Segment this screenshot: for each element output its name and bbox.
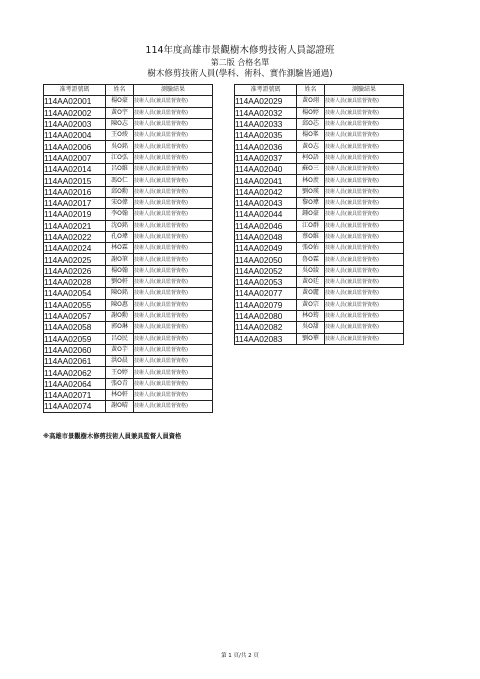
table-row bbox=[44, 288, 213, 299]
exam-number-cell: 114AA02019 bbox=[44, 209, 106, 220]
table-row bbox=[235, 175, 404, 186]
table-row bbox=[44, 96, 213, 107]
name-cell: 謝O晴 bbox=[106, 401, 134, 412]
name-cell: 劉O華 bbox=[297, 333, 325, 344]
result-cell: 技術人員(兼具監督資格) bbox=[325, 152, 404, 163]
table-row bbox=[235, 288, 404, 299]
name-cell: 孔O瑋 bbox=[106, 231, 134, 242]
exam-number-cell: 114AA02044 bbox=[235, 209, 297, 220]
exam-number-cell: 114AA02041 bbox=[235, 175, 297, 186]
name-cell: 邱O芯 bbox=[297, 118, 325, 129]
result-cell: 技術人員(兼具監督資格) bbox=[134, 118, 213, 129]
column-header-result: 測驗結果 bbox=[134, 85, 213, 96]
table-row bbox=[235, 333, 404, 344]
name-cell: 魯O霖 bbox=[297, 254, 325, 265]
exam-number-cell: 114AA02015 bbox=[44, 175, 106, 186]
table-row bbox=[44, 265, 213, 276]
exam-number-cell: 114AA02053 bbox=[235, 277, 297, 288]
name-cell: 劉O軒 bbox=[106, 277, 134, 288]
name-cell: 李O翰 bbox=[106, 209, 134, 220]
result-cell: 技術人員(兼具監督資格) bbox=[134, 277, 213, 288]
document-subtitle: 第二版 合格名單 bbox=[210, 58, 270, 67]
result-cell: 技術人員(兼具監督資格) bbox=[134, 164, 213, 175]
exam-number-cell: 114AA02040 bbox=[235, 164, 297, 175]
name-cell: 黃O宇 bbox=[106, 107, 134, 118]
result-cell: 技術人員(兼具監督資格) bbox=[134, 209, 213, 220]
name-cell: 郭O琳 bbox=[106, 322, 134, 333]
name-cell: 黃O宗 bbox=[297, 299, 325, 310]
name-cell: 謝O筆 bbox=[106, 254, 134, 265]
table-row bbox=[44, 333, 213, 344]
name-cell: 黃O廷 bbox=[297, 277, 325, 288]
name-cell: 張O青 bbox=[106, 378, 134, 389]
exam-number-cell: 114AA02080 bbox=[235, 310, 297, 321]
result-cell: 技術人員(兼具監督資格) bbox=[134, 310, 213, 321]
exam-number-cell: 114AA02079 bbox=[235, 299, 297, 310]
result-cell: 技術人員(兼具監督資格) bbox=[134, 175, 213, 186]
result-cell: 技術人員(兼具監督資格) bbox=[325, 118, 404, 129]
exam-number-cell: 114AA02049 bbox=[235, 243, 297, 254]
table-row bbox=[235, 299, 404, 310]
exam-number-cell: 114AA02060 bbox=[44, 344, 106, 355]
exam-number-cell: 114AA02062 bbox=[44, 367, 106, 378]
name-cell: 馮O仁 bbox=[106, 175, 134, 186]
name-cell: 柯O語 bbox=[297, 152, 325, 163]
name-cell: 張O佑 bbox=[297, 243, 325, 254]
result-cell: 技術人員(兼具監督資格) bbox=[134, 265, 213, 276]
exam-number-cell: 114AA02071 bbox=[44, 390, 106, 401]
table-row bbox=[235, 265, 404, 276]
name-cell: 江O群 bbox=[297, 220, 325, 231]
table-row bbox=[44, 378, 213, 389]
name-cell: 謝O勳 bbox=[106, 310, 134, 321]
exam-number-cell: 114AA02006 bbox=[44, 141, 106, 152]
table-row bbox=[44, 277, 213, 288]
result-cell: 技術人員(兼具監督資格) bbox=[325, 265, 404, 276]
exam-number-cell: 114AA02032 bbox=[235, 107, 297, 118]
exam-number-cell: 114AA02024 bbox=[44, 243, 106, 254]
result-cell: 技術人員(兼具監督資格) bbox=[325, 277, 404, 288]
table-row bbox=[235, 130, 404, 141]
column-header-name: 姓名 bbox=[106, 85, 134, 96]
page-footer: 第 1 頁/共 2 頁 bbox=[221, 653, 259, 659]
name-cell: 吳O銘 bbox=[106, 141, 134, 152]
column-header-exam-no: 准考證號碼 bbox=[44, 85, 106, 96]
exam-number-cell: 114AA02052 bbox=[235, 265, 297, 276]
name-cell: 林O羨 bbox=[297, 175, 325, 186]
result-cell: 技術人員(兼具監督資格) bbox=[325, 164, 404, 175]
result-cell: 技術人員(兼具監督資格) bbox=[325, 175, 404, 186]
name-cell: 黃O翊 bbox=[297, 96, 325, 107]
table-row bbox=[44, 141, 213, 152]
result-cell: 技術人員(兼具監督資格) bbox=[325, 107, 404, 118]
exam-number-cell: 114AA02082 bbox=[235, 322, 297, 333]
exam-number-cell: 114AA02048 bbox=[235, 231, 297, 242]
result-cell: 技術人員(兼具監督資格) bbox=[325, 310, 404, 321]
table-row bbox=[235, 243, 404, 254]
qualification-note: ※高雄市景觀樹木修剪技術人員兼具監督人員資格 bbox=[43, 433, 182, 440]
exam-number-cell: 114AA02036 bbox=[235, 141, 297, 152]
table-row bbox=[235, 186, 404, 197]
result-cell: 技術人員(兼具監督資格) bbox=[134, 130, 213, 141]
table-row bbox=[44, 209, 213, 220]
result-cell: 技術人員(兼具監督資格) bbox=[134, 401, 213, 412]
exam-number-cell: 114AA02074 bbox=[44, 401, 106, 412]
name-cell: 吳O甜 bbox=[297, 322, 325, 333]
result-cell: 技術人員(兼具監督資格) bbox=[325, 220, 404, 231]
table-row bbox=[235, 118, 404, 129]
name-cell: 沈O銘 bbox=[106, 220, 134, 231]
result-cell: 技術人員(兼具監督資格) bbox=[325, 333, 404, 344]
column-header-exam-no: 准考證號碼 bbox=[235, 85, 297, 96]
document-subtitle-2: 樹木修剪技術人員(學科、術科、實作測驗皆通過) bbox=[147, 69, 333, 79]
result-cell: 技術人員(兼具監督資格) bbox=[134, 141, 213, 152]
exam-number-cell: 114AA02004 bbox=[44, 130, 106, 141]
name-cell: 邱O勳 bbox=[106, 186, 134, 197]
column-header-name: 姓名 bbox=[297, 85, 325, 96]
exam-number-cell: 114AA02059 bbox=[44, 333, 106, 344]
exam-number-cell: 114AA02022 bbox=[44, 231, 106, 242]
table-row bbox=[44, 231, 213, 242]
exam-number-cell: 114AA02014 bbox=[44, 164, 106, 175]
table-row bbox=[235, 231, 404, 242]
table-row bbox=[235, 310, 404, 321]
result-cell: 技術人員(兼具監督資格) bbox=[325, 96, 404, 107]
table-row bbox=[235, 197, 404, 208]
table-row bbox=[44, 164, 213, 175]
exam-number-cell: 114AA02016 bbox=[44, 186, 106, 197]
result-cell: 技術人員(兼具監督資格) bbox=[134, 390, 213, 401]
table-row bbox=[44, 130, 213, 141]
table-row bbox=[235, 220, 404, 231]
column-header-result: 測驗結果 bbox=[325, 85, 404, 96]
result-cell: 技術人員(兼具監督資格) bbox=[134, 152, 213, 163]
exam-number-cell: 114AA02050 bbox=[235, 254, 297, 265]
result-cell: 技術人員(兼具監督資格) bbox=[325, 130, 404, 141]
roster-table-left bbox=[43, 84, 213, 413]
result-cell: 技術人員(兼具監督資格) bbox=[134, 288, 213, 299]
name-cell: 黃O志 bbox=[297, 141, 325, 152]
exam-number-cell: 114AA02055 bbox=[44, 299, 106, 310]
name-cell: 楊O豪 bbox=[106, 96, 134, 107]
name-cell: 宋O偉 bbox=[106, 197, 134, 208]
name-cell: 江O弘 bbox=[106, 152, 134, 163]
table-row bbox=[44, 152, 213, 163]
table-row bbox=[44, 367, 213, 378]
name-cell: 蘇O三 bbox=[297, 164, 325, 175]
result-cell: 技術人員(兼具監督資格) bbox=[134, 367, 213, 378]
result-cell: 技術人員(兼具監督資格) bbox=[134, 186, 213, 197]
name-cell: 黎O瑋 bbox=[297, 197, 325, 208]
table-row bbox=[44, 197, 213, 208]
table-row bbox=[235, 322, 404, 333]
exam-number-cell: 114AA02017 bbox=[44, 197, 106, 208]
table-row bbox=[235, 164, 404, 175]
table-row bbox=[44, 401, 213, 412]
table-row bbox=[235, 107, 404, 118]
exam-number-cell: 114AA02046 bbox=[235, 220, 297, 231]
result-cell: 技術人員(兼具監督資格) bbox=[325, 197, 404, 208]
name-cell: 楊O婷 bbox=[297, 107, 325, 118]
exam-number-cell: 114AA02058 bbox=[44, 322, 106, 333]
name-cell: 林O軒 bbox=[106, 390, 134, 401]
exam-number-cell: 114AA02037 bbox=[235, 152, 297, 163]
name-cell: 呂O維 bbox=[106, 164, 134, 175]
result-cell: 技術人員(兼具監督資格) bbox=[134, 107, 213, 118]
table-header-row bbox=[235, 85, 404, 96]
result-cell: 技術人員(兼具監督資格) bbox=[325, 186, 404, 197]
table-row bbox=[44, 310, 213, 321]
result-cell: 技術人員(兼具監督資格) bbox=[134, 254, 213, 265]
result-cell: 技術人員(兼具監督資格) bbox=[134, 356, 213, 367]
exam-number-cell: 114AA02021 bbox=[44, 220, 106, 231]
exam-number-cell: 114AA02026 bbox=[44, 265, 106, 276]
table-row bbox=[235, 96, 404, 107]
name-cell: 王O竣 bbox=[106, 130, 134, 141]
name-cell: 楊O翰 bbox=[106, 265, 134, 276]
name-cell: 劉O瑛 bbox=[297, 186, 325, 197]
table-row bbox=[44, 254, 213, 265]
result-cell: 技術人員(兼具監督資格) bbox=[134, 220, 213, 231]
name-cell: 楊O峯 bbox=[297, 130, 325, 141]
exam-number-cell: 114AA02003 bbox=[44, 118, 106, 129]
exam-number-cell: 114AA02054 bbox=[44, 288, 106, 299]
result-cell: 技術人員(兼具監督資格) bbox=[325, 288, 404, 299]
table-row bbox=[235, 141, 404, 152]
name-cell: 呂O民 bbox=[106, 333, 134, 344]
name-cell: 黃O芋 bbox=[106, 344, 134, 355]
result-cell: 技術人員(兼具監督資格) bbox=[134, 322, 213, 333]
result-cell: 技術人員(兼具監督資格) bbox=[325, 254, 404, 265]
exam-number-cell: 114AA02025 bbox=[44, 254, 106, 265]
table-row bbox=[44, 344, 213, 355]
table-row bbox=[235, 209, 404, 220]
exam-number-cell: 114AA02061 bbox=[44, 356, 106, 367]
name-cell: 王O婷 bbox=[106, 367, 134, 378]
table-row bbox=[235, 277, 404, 288]
table-row bbox=[44, 243, 213, 254]
name-cell: 洪O晨 bbox=[106, 356, 134, 367]
table-row bbox=[235, 254, 404, 265]
result-cell: 技術人員(兼具監督資格) bbox=[325, 231, 404, 242]
exam-number-cell: 114AA02035 bbox=[235, 130, 297, 141]
table-row bbox=[235, 152, 404, 163]
exam-number-cell: 114AA02042 bbox=[235, 186, 297, 197]
table-row bbox=[44, 299, 213, 310]
table-row bbox=[44, 356, 213, 367]
result-cell: 技術人員(兼具監督資格) bbox=[325, 141, 404, 152]
result-cell: 技術人員(兼具監督資格) bbox=[325, 322, 404, 333]
name-cell: 吳O綾 bbox=[297, 265, 325, 276]
result-cell: 技術人員(兼具監督資格) bbox=[134, 231, 213, 242]
exam-number-cell: 114AA02064 bbox=[44, 378, 106, 389]
result-cell: 技術人員(兼具監督資格) bbox=[134, 378, 213, 389]
table-row bbox=[44, 175, 213, 186]
name-cell: 蔡O維 bbox=[297, 231, 325, 242]
exam-number-cell: 114AA02083 bbox=[235, 333, 297, 344]
name-cell: 鍾O豪 bbox=[297, 209, 325, 220]
exam-number-cell: 114AA02057 bbox=[44, 310, 106, 321]
name-cell: 陳O志 bbox=[106, 118, 134, 129]
document-header bbox=[0, 44, 480, 80]
result-cell: 技術人員(兼具監督資格) bbox=[325, 299, 404, 310]
table-row bbox=[44, 390, 213, 401]
result-cell: 技術人員(兼具監督資格) bbox=[325, 209, 404, 220]
table-row bbox=[44, 107, 213, 118]
exam-number-cell: 114AA02077 bbox=[235, 288, 297, 299]
exam-number-cell: 114AA02001 bbox=[44, 96, 106, 107]
exam-number-cell: 114AA02028 bbox=[44, 277, 106, 288]
name-cell: 陳O惠 bbox=[106, 299, 134, 310]
table-row bbox=[44, 220, 213, 231]
result-cell: 技術人員(兼具監督資格) bbox=[134, 96, 213, 107]
result-cell: 技術人員(兼具監督資格) bbox=[134, 197, 213, 208]
exam-number-cell: 114AA02029 bbox=[235, 96, 297, 107]
result-cell: 技術人員(兼具監督資格) bbox=[134, 333, 213, 344]
exam-number-cell: 114AA02007 bbox=[44, 152, 106, 163]
table-row bbox=[44, 118, 213, 129]
name-cell: 林O霖 bbox=[106, 243, 134, 254]
name-cell: 黃O麗 bbox=[297, 288, 325, 299]
result-cell: 技術人員(兼具監督資格) bbox=[325, 243, 404, 254]
result-cell: 技術人員(兼具監督資格) bbox=[134, 243, 213, 254]
result-cell: 技術人員(兼具監督資格) bbox=[134, 344, 213, 355]
result-cell: 技術人員(兼具監督資格) bbox=[134, 299, 213, 310]
document-title: 114年度高雄市景觀樹木修剪技術人員認證班 bbox=[145, 45, 335, 56]
table-header-row bbox=[44, 85, 213, 96]
exam-number-cell: 114AA02033 bbox=[235, 118, 297, 129]
exam-number-cell: 114AA02002 bbox=[44, 107, 106, 118]
exam-number-cell: 114AA02043 bbox=[235, 197, 297, 208]
table-row bbox=[44, 322, 213, 333]
table-row bbox=[44, 186, 213, 197]
roster-table-right bbox=[234, 84, 404, 345]
name-cell: 林O筠 bbox=[297, 310, 325, 321]
name-cell: 陳O銘 bbox=[106, 288, 134, 299]
